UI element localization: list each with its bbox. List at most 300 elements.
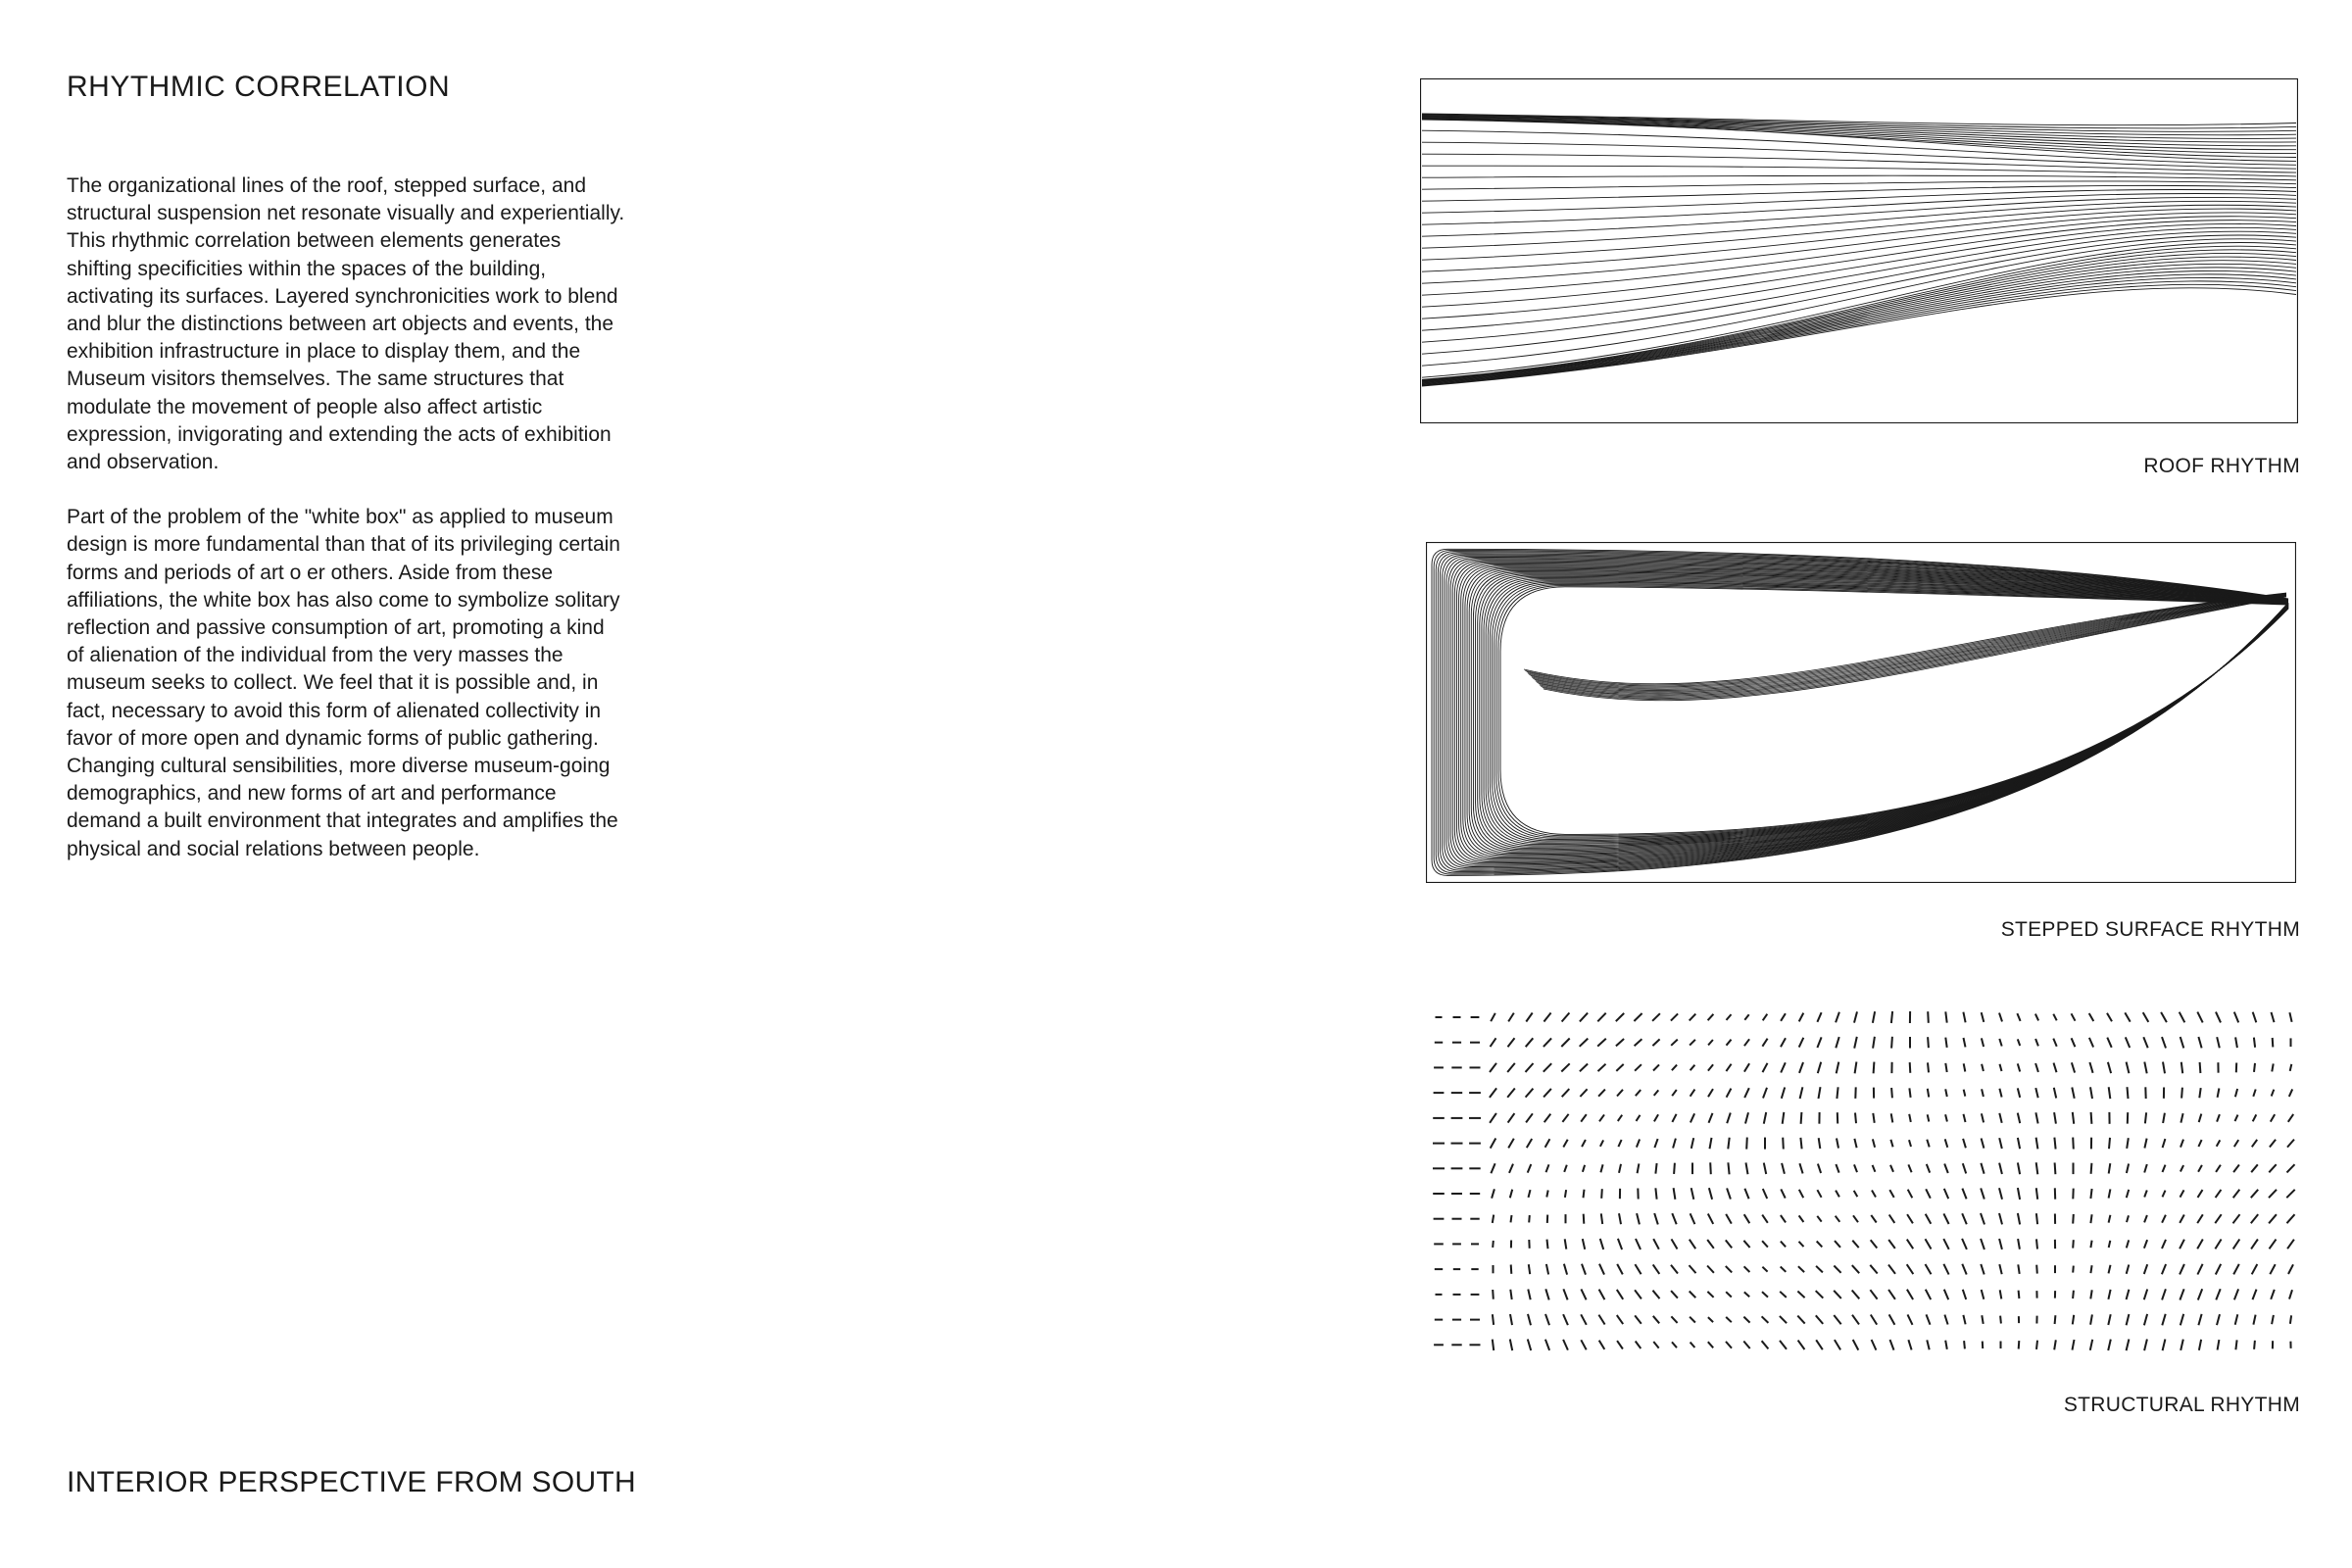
structural-tick [1617,1290,1623,1299]
structural-tick [1871,1215,1876,1223]
structural-tick [1510,1340,1512,1351]
structural-tick [1928,1011,1929,1023]
structural-tick [1744,1063,1749,1071]
structural-tick [2251,1164,2258,1172]
structural-tick [1909,1114,1911,1122]
structural-tick [1563,1289,1567,1299]
structural-tick [1837,1087,1838,1099]
structural-tick [1817,1012,1821,1022]
structural-tick [2109,1189,2111,1198]
structural-tick [1819,1087,1821,1099]
structural-tick [1672,1065,1677,1071]
structural-tick [1981,1264,1984,1275]
structural-tick [2272,1315,2274,1324]
structural-tick [1598,1064,1606,1071]
structural-tick [1581,1340,1586,1349]
structural-tick [1890,1165,1893,1172]
structural-tick [1690,1113,1694,1122]
structural-tick [1801,1112,1802,1124]
structural-tick [1726,1214,1732,1224]
structural-tick [2127,1314,2130,1325]
structural-tick [2235,1115,2238,1122]
structural-tick [1707,1266,1714,1273]
structural-tick [1636,1090,1641,1096]
structural-tick [1945,1011,1946,1022]
structural-tick [1653,1316,1659,1324]
structural-tick [2127,1265,2130,1274]
structural-tick [2180,1215,2184,1223]
structural-tick [1873,1113,1874,1123]
stepped-line [1498,586,2288,836]
structural-tick [2235,1314,2238,1325]
structural-tick [1708,1214,1713,1224]
structural-tick [1690,1317,1695,1323]
page-title: RHYTHMIC CORRELATION [67,71,451,103]
structural-tick [1743,1317,1749,1323]
structural-tick [1964,1341,1965,1348]
structural-tick [1835,1241,1840,1248]
structural-tick [2253,1090,2255,1097]
structural-tick [1962,1213,1967,1224]
structural-tick [2289,1089,2292,1097]
structural-tick [1635,1290,1642,1298]
structural-tick [1708,1342,1713,1348]
structural-tick [1817,1216,1821,1222]
structural-tick [1927,1314,1931,1324]
structural-tick [2235,1340,2236,1349]
structural-tick [1872,1191,1876,1198]
structural-tick [1508,1038,1515,1047]
structural-tick [2234,1289,2238,1299]
structural-tick [1945,1139,1948,1148]
structural-tick [1599,1290,1605,1300]
structural-tick [1999,1013,2002,1022]
structural-tick [2127,1290,2130,1299]
structural-tick [2072,1038,2076,1047]
structural-tick [2109,1138,2110,1149]
structural-tick [1545,1340,1549,1350]
structural-tick [2108,1290,2110,1299]
structural-tick [1672,1090,1677,1096]
structural-figure [1431,1007,2303,1360]
structural-tick [1564,1165,1567,1172]
roof-line [1422,189,2296,213]
roof-rhythm-caption: ROOF RHYTHM [2143,455,2300,477]
structural-tick [2289,1290,2292,1298]
structural-tick [2018,1264,2019,1274]
structural-tick [2290,1315,2291,1324]
structural-tick [1927,1340,1929,1349]
structural-tick [2054,1063,2057,1073]
structural-tick [2215,1240,2221,1250]
structural-tick [1999,1163,2002,1174]
structural-tick [1635,1315,1642,1323]
structural-tick [1619,1213,1621,1224]
structural-tick [2125,1012,2130,1021]
structural-tick [2035,1088,2037,1098]
structural-tick [1783,1112,1785,1124]
structural-tick [2272,1012,2275,1022]
structural-tick [1871,1315,1877,1325]
structural-tick [1781,1242,1786,1248]
structural-tick [1982,1089,1984,1097]
structural-tick [2035,1039,2038,1046]
structural-tick [1545,1289,1548,1299]
structural-tick [2216,1264,2221,1275]
structural-tick [2163,1165,2166,1172]
structural-tick [2109,1163,2111,1173]
structural-tick [1618,1115,1622,1121]
structural-tick [1493,1340,1494,1350]
structural-tick [1944,1290,1948,1299]
structural-tick [1653,1239,1659,1250]
structural-tick [1544,1089,1551,1098]
structural-tick [2126,1037,2130,1048]
structural-tick [1671,1265,1678,1274]
structural-tick [1599,1341,1605,1349]
structural-tick [1561,1063,1569,1071]
structural-tick [1891,1088,1892,1098]
structural-tick [1672,1213,1676,1224]
structural-tick [1529,1215,1530,1222]
structural-tick [1781,1189,1785,1198]
structural-tick [1636,1239,1641,1250]
structural-tick [1727,1113,1731,1124]
structural-tick [2053,1039,2056,1047]
structural-tick [1654,1114,1658,1121]
structural-tick [2018,1188,2020,1200]
structural-tick [2272,1063,2273,1071]
structural-tick [1493,1215,1494,1223]
structural-tick [2286,1190,2294,1198]
structural-tick [1819,1138,1821,1149]
structural-tick [1690,1265,1696,1273]
structural-tick [1964,1090,1966,1097]
structural-tick [2072,1088,2074,1099]
structural-tick [1891,1011,1892,1023]
structural-tick [1707,1240,1714,1249]
structural-tick [1817,1037,1821,1048]
stepped-line [1494,583,2288,838]
structural-tick [1873,1037,1875,1049]
structural-tick [2233,1214,2240,1223]
structural-tick [1907,1214,1913,1223]
structural-tick [1562,1013,1570,1022]
structural-tick [1546,1164,1549,1172]
structural-tick [1762,1267,1767,1272]
structural-tick [1817,1242,1823,1248]
structural-tick [1799,1062,1803,1073]
structural-tick [1852,1315,1859,1325]
structural-tick [1763,1014,1768,1021]
structural-tick [1888,1240,1895,1249]
structural-tick [1945,1114,1947,1121]
structural-tick [1762,1292,1768,1298]
structural-tick [1584,1214,1585,1224]
structural-tick [1908,1340,1911,1349]
structural-tick [2143,1037,2147,1048]
structural-tick [1653,1291,1660,1298]
structural-tick [1872,1340,1877,1350]
structural-tick [1782,1088,1785,1099]
structural-tick [1745,1112,1748,1123]
structural-tick [2252,1264,2258,1274]
structural-tick [1836,1037,1838,1048]
structural-tick [1601,1189,1602,1199]
structural-tick [2199,1340,2201,1350]
structural-tick [2180,1264,2184,1275]
structural-tick [1599,1114,1604,1121]
roof-line [1422,239,2296,366]
structural-tick [2018,1213,2020,1224]
structural-tick [1836,1012,1839,1023]
structural-tick [1799,1215,1804,1222]
structural-tick [2180,1240,2184,1250]
structural-tick [1854,1191,1858,1197]
structural-tick [2018,1039,2020,1046]
structural-tick [2090,1189,2091,1199]
structural-tick [1744,1266,1750,1272]
roof-line [1422,142,2296,169]
structural-tick [2144,1164,2147,1173]
structural-tick [2073,1112,2074,1124]
structural-tick [1926,1239,1932,1249]
structural-tick [2197,1214,2203,1223]
structural-tick [1927,1140,1929,1148]
structural-tick [1963,1163,1966,1173]
structural-tick [1672,1114,1676,1122]
structural-tick [1510,1190,1512,1199]
structural-tick [1870,1290,1877,1298]
structural-tick [1783,1138,1784,1150]
structural-tick [2270,1264,2275,1274]
structural-tick [1526,1038,1534,1047]
structural-tick [2271,1114,2275,1122]
structural-tick [2108,1314,2110,1325]
structural-tick [2036,1213,2037,1224]
structural-tick [2055,1315,2056,1324]
structural-tick [1690,1213,1695,1224]
roof-line [1422,166,2296,176]
structural-tick [1926,1290,1931,1299]
structural-tick [1780,1316,1787,1323]
structural-tick [2162,1215,2166,1223]
stepped-surface-figure [1426,542,2296,883]
structural-tick [2144,1191,2147,1198]
structural-tick [2180,1314,2183,1326]
structural-tick [1799,1163,1802,1173]
structural-tick [2163,1191,2166,1198]
structural-tick [1671,1013,1678,1020]
structural-tick [1726,1292,1732,1297]
structural-tick [2218,1340,2220,1349]
structural-tick [2198,1289,2202,1299]
structural-tick [2018,1162,2020,1174]
structural-tick [2018,1088,2020,1098]
structural-tick [2216,1165,2221,1172]
structural-tick [2233,1190,2240,1198]
structural-tick [2089,1062,2092,1073]
structural-tick [1981,1163,1984,1174]
structural-tick [1962,1264,1966,1275]
structural-tick [2019,1291,2020,1298]
structural-tick [2017,1013,2020,1021]
structural-tick [1708,1014,1714,1020]
structural-tick [1726,1266,1732,1273]
structural-tick [1999,1264,2001,1274]
structural-tick [1597,1013,1605,1022]
structural-tick [1726,1317,1732,1322]
structural-tick [1837,1139,1838,1149]
structural-tick [1999,1089,2001,1098]
structural-tick [2091,1163,2092,1174]
structural-tick [1529,1190,1531,1198]
structural-tick [1617,1315,1623,1324]
structural-tick [1653,1064,1659,1070]
structural-tick [2217,1037,2220,1048]
structural-tick [1943,1239,1948,1250]
structural-tick [1999,1039,2001,1047]
structural-tick [1617,1341,1623,1348]
structural-tick [1762,1316,1769,1323]
structural-tick [2217,1140,2221,1146]
structural-tick [1580,1089,1587,1097]
structural-tick [1726,1064,1731,1071]
structural-tick [2036,1162,2038,1174]
structural-tick [1944,1189,1948,1199]
structural-tick [1671,1316,1677,1323]
structural-tick [2036,1138,2038,1150]
structural-tick [1816,1315,1823,1324]
structural-tick [1635,1264,1641,1274]
structural-tick [2198,1165,2202,1172]
structural-tick [2180,1289,2183,1299]
stepped-line [1500,587,2288,835]
structural-tick [2109,1265,2111,1274]
structural-tick [1526,1089,1534,1098]
structural-tick [1870,1265,1877,1274]
structural-tick [2235,1037,2237,1048]
structural-tick [2127,1340,2130,1351]
structural-tick [1546,1264,1548,1275]
structural-tick [2127,1240,2129,1248]
structural-tick [2287,1240,2294,1250]
structural-tick [1927,1164,1930,1173]
structural-tick [1818,1062,1821,1073]
structural-tick [1999,1213,2002,1224]
structural-tick [1816,1340,1823,1349]
structural-tick [1888,1265,1895,1274]
structural-tick [1672,1239,1678,1249]
structural-tick [2254,1038,2255,1048]
structural-tick [1963,1139,1966,1148]
structural-tick [1580,1064,1588,1072]
structural-tick [2035,1063,2038,1072]
structural-tick [1781,1038,1786,1047]
structural-tick [1928,1037,1929,1048]
structural-tick [2127,1062,2130,1074]
structural-tick [2162,1314,2165,1326]
structural-tick [1943,1213,1948,1224]
structural-tick [1963,1290,1966,1299]
structural-tick [2287,1214,2295,1223]
structural-tick [1493,1241,1494,1248]
structural-tick [1982,1113,1984,1122]
structural-tick [1636,1342,1642,1349]
structural-tick [2144,1062,2146,1074]
structural-tick [2035,1014,2038,1021]
structural-tick [1746,1138,1747,1150]
structural-tick [2000,1064,2002,1071]
structural-tick [1511,1215,1512,1222]
structural-tick [1928,1114,1930,1121]
structural-tick [2272,1090,2275,1097]
footer-title: INTERIOR PERSPECTIVE FROM SOUTH [67,1466,637,1498]
structural-tick [2036,1265,2037,1274]
structural-tick [1527,1139,1532,1148]
structural-tick [2273,1038,2274,1047]
structural-tick [1780,1292,1787,1298]
structural-tick [2199,1088,2200,1098]
structural-tick [2199,1114,2202,1123]
structural-tick [1780,1341,1787,1349]
structural-tick [1544,1013,1550,1022]
structural-tick [2073,1340,2075,1350]
structural-tick [1581,1289,1586,1299]
structural-tick [2127,1190,2129,1198]
structural-tick [1944,1315,1947,1325]
structural-tick [1891,1113,1893,1122]
structural-tick [2053,1014,2056,1021]
structural-tick [2127,1138,2129,1149]
structural-tick [1853,1215,1858,1222]
structural-tick [2234,1012,2238,1023]
structural-tick [1544,1114,1551,1123]
structural-tick [1582,1140,1586,1147]
structural-tick [1926,1214,1932,1224]
structural-tick [1493,1290,1494,1299]
structural-tick [1654,1090,1659,1096]
structural-tick [1782,1163,1785,1174]
structural-tick [1600,1140,1603,1146]
paragraph-2: Part of the problem of the "white box" as applied to museum design is more fundamental than that of its privileging certain forms and periods of art o er others. Aside from these affiliations, the white box has also come to symbolize solitary reflection and passive consumption of art, promoting a kind of alienation of the individual from the very masses the museum seeks to collect. We feel that it is possible and, in fact, necessary to avoid this form of alienated collectivity in favor of more open and dynamic forms of public gathering. Changing cultural sensibilities, more diverse museum-going demographics, and new forms of art and performance demand a built environment that integrates and amplifies the physical and social relations between people. [67,506,620,860]
structural-tick [1943,1264,1948,1275]
structural-tick [1598,1315,1604,1325]
structural-tick [1744,1039,1749,1046]
structural-tick [1743,1241,1749,1248]
roof-line [1422,154,2296,172]
structural-tick [1982,1012,1984,1022]
structural-tick [1511,1265,1512,1274]
structural-tick [1945,1063,1946,1072]
structural-tick [1835,1340,1840,1349]
paragraph-1: The organizational lines of the roof, stepped surface, and structural suspension net resonate visually and experientially. This rhythmic correlation between elements generates shifting specificities within the spaces of the building, activating its surfaces. Layered synchronicities work to blend and blur the distinctions between art objects and events, the exhibition infrastructure in place to display them, and the Museum visitors themselves. The same structures that modulate the movement of people also affect artistic expression, invigorating and extending the acts of exhibition and observation. [67,174,625,474]
structural-tick [1981,1213,1984,1224]
structural-tick [1818,1164,1821,1173]
structural-tick [1743,1342,1749,1349]
structural-tick [1873,1139,1875,1147]
structural-tick [2253,1315,2255,1325]
structural-tick [1546,1191,1547,1198]
structural-tick [1617,1090,1623,1097]
structural-tick [2018,1138,2020,1149]
structural-tick [1888,1290,1895,1299]
structural-tick [2216,1012,2221,1023]
structural-tick [1728,1162,1729,1174]
structural-tick [1690,1040,1695,1046]
structural-tick [1691,1138,1693,1149]
structural-rhythm-drawing [1431,1007,2303,1360]
